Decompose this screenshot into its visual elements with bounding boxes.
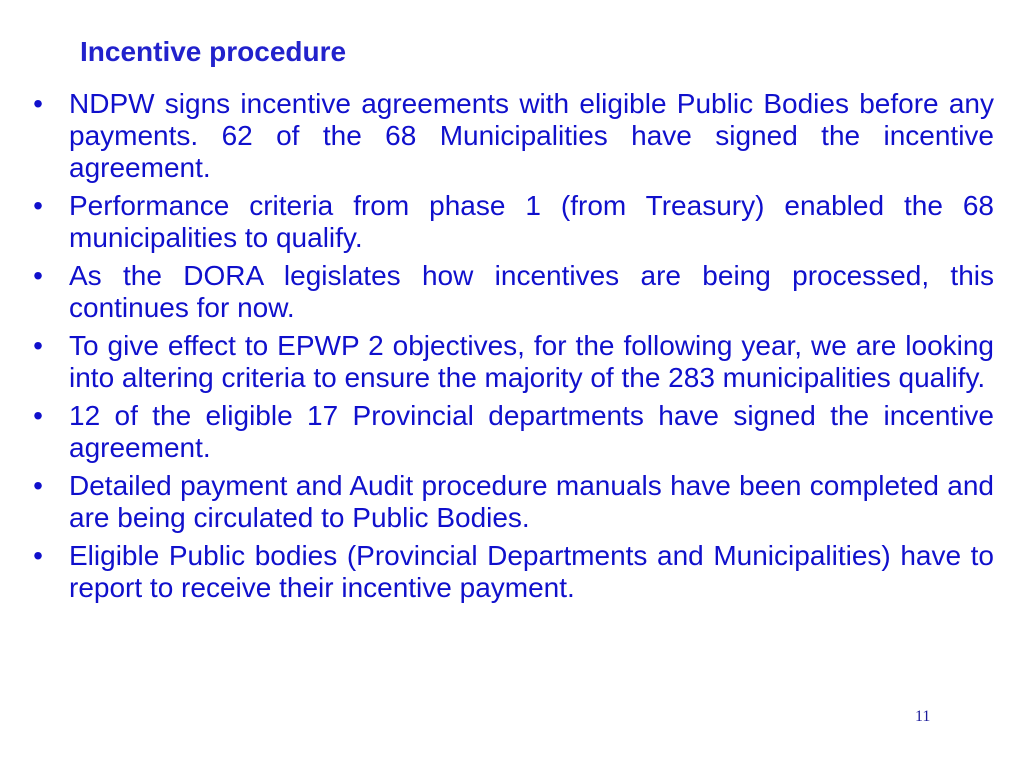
bullet-item <box>28 190 994 254</box>
bullet-text: To give effect to EPWP 2 objectives, for the following year, we are looking into altering criteria to ensure the majority of the 283 municipalities qualify. <box>69 330 994 393</box>
bullet-list <box>28 88 994 610</box>
bullet-text: Eligible Public bodies (Provincial Departments and Municipalities) have to report to receive their incentive payment. <box>69 540 994 603</box>
bullet-item <box>28 400 994 464</box>
bullet-item <box>28 470 994 534</box>
bullet-item <box>28 330 994 394</box>
page-number: 11 <box>915 708 931 725</box>
bullet-text: 12 of the eligible 17 Provincial departments have signed the incentive agreement. <box>69 400 994 463</box>
bullet-icon: • <box>33 540 43 571</box>
bullet-item <box>28 260 994 324</box>
bullet-icon: • <box>33 400 43 431</box>
bullet-text: Performance criteria from phase 1 (from Treasury) enabled the 68 municipalities to qualify. <box>69 190 994 253</box>
bullet-icon: • <box>33 470 43 501</box>
bullet-text: Detailed payment and Audit procedure manuals have been completed and are being circulated to Public Bodies. <box>69 470 994 533</box>
slide-title: Incentive procedure <box>80 36 347 67</box>
bullet-icon: • <box>33 260 43 291</box>
bullet-icon: • <box>33 88 43 119</box>
bullet-item <box>28 540 994 604</box>
bullet-icon: • <box>33 330 43 361</box>
bullet-text: As the DORA legislates how incentives are being processed, this continues for now. <box>69 260 994 323</box>
bullet-icon: • <box>33 190 43 221</box>
bullet-text: NDPW signs incentive agreements with eligible Public Bodies before any payments. 62 of the 68 Municipalities have signed the incentive agreement. <box>69 88 994 183</box>
bullet-item <box>28 88 994 184</box>
